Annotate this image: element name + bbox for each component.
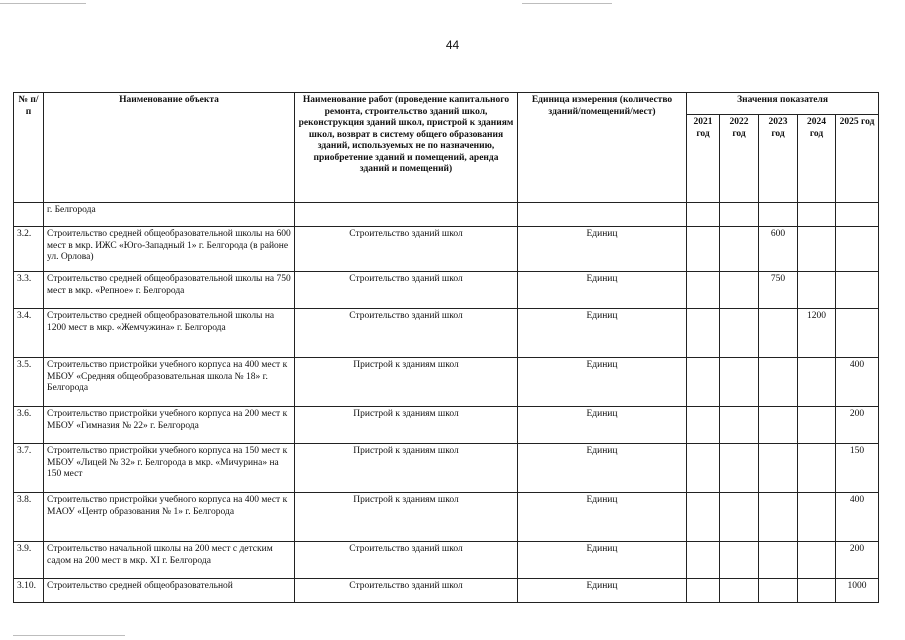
table-row [14,579,879,603]
row-value-2025 [836,227,879,272]
row-value-2022 [720,309,759,358]
row-value-2024 [798,579,836,603]
row-value-2025: 150 [836,444,879,493]
row-number: 3.2. [14,227,44,272]
row-unit: Единиц [518,272,687,309]
row-unit [518,203,687,227]
row-unit: Единиц [518,358,687,407]
table-header [14,93,879,203]
row-value-2025: 400 [836,493,879,542]
row-object-name: Строительство пристройки учебного корпуса на 400 мест к МБОУ «Средняя общеобразовательная школа № 18» г. Белгорода [44,358,295,407]
row-work-name: Пристрой к зданиям школ [295,493,518,542]
row-value-2023: 750 [759,272,798,309]
row-value-2022 [720,358,759,407]
row-object-name: Строительство средней общеобразовательной [44,579,295,603]
header-year: 2024 год [798,115,836,203]
row-number: 3.3. [14,272,44,309]
row-unit: Единиц [518,542,687,579]
row-object-name: Строительство средней общеобразовательной школы на 600 мест в мкр. ИЖС «Юго-Западный 1» г. Белгорода (в районе ул. Орлова) [44,227,295,272]
row-value-2024 [798,542,836,579]
row-work-name: Строительство зданий школ [295,227,518,272]
row-work-name: Пристрой к зданиям школ [295,358,518,407]
row-unit: Единиц [518,309,687,358]
row-value-2021 [687,542,720,579]
row-value-2023 [759,407,798,444]
row-unit: Единиц [518,579,687,603]
row-object-name: Строительство пристройки учебного корпуса на 150 мест к МБОУ «Лицей № 32» г. Белгорода в мкр. «Мичурина» на 150 мест [44,444,295,493]
row-work-name: Строительство зданий школ [295,272,518,309]
row-unit: Единиц [518,227,687,272]
header-unit: Единица измерения (количество зданий/помещений/мест) [518,93,687,203]
row-number: 3.9. [14,542,44,579]
row-number: 3.5. [14,358,44,407]
row-value-2022 [720,542,759,579]
row-work-name: Пристрой к зданиям школ [295,407,518,444]
row-unit: Единиц [518,407,687,444]
row-value-2021 [687,227,720,272]
row-value-2022 [720,272,759,309]
header-year: 2022 год [720,115,759,203]
row-value-2023 [759,542,798,579]
row-work-name: Строительство зданий школ [295,309,518,358]
header-year: 2025 год [836,115,879,203]
header-work-name: Наименование работ (проведение капитального ремонта, строительство зданий школ, реконструкция зданий школ, пристрой к зданиям школ, возврат в систему общего образования зданий, используемых не по назначению, приобретение зданий и помещений, аренда зданий и помещений) [295,93,518,203]
row-value-2024 [798,358,836,407]
table-row [14,309,879,358]
row-value-2024 [798,272,836,309]
row-value-2021 [687,272,720,309]
header-year: 2023 год [759,115,798,203]
row-value-2024: 1200 [798,309,836,358]
row-value-2021 [687,407,720,444]
row-value-2023: 600 [759,227,798,272]
row-value-2021 [687,203,720,227]
table-row [14,407,879,444]
row-value-2024 [798,227,836,272]
row-value-2021 [687,493,720,542]
header-values-group: Значения показателя [687,93,879,115]
row-object-name: Строительство пристройки учебного корпуса на 200 мест к МБОУ «Гимназия № 22» г. Белгорода [44,407,295,444]
top-left-edge-line [0,3,86,4]
row-value-2025: 200 [836,542,879,579]
row-value-2024 [798,203,836,227]
row-value-2023 [759,309,798,358]
top-right-edge-line [522,3,612,4]
row-value-2023 [759,203,798,227]
row-value-2024 [798,407,836,444]
row-object-name: Строительство средней общеобразовательной школы на 750 мест в мкр. «Репное» г. Белгорода [44,272,295,309]
row-value-2025 [836,272,879,309]
row-object-name: Строительство начальной школы на 200 мест с детским садом на 200 мест в мкр. XI г. Белгорода [44,542,295,579]
row-value-2025 [836,309,879,358]
indicators-table [13,92,879,603]
header-object-name: Наименование объекта [44,93,295,203]
row-number: 3.7. [14,444,44,493]
row-value-2023 [759,358,798,407]
row-value-2021 [687,309,720,358]
row-work-name: Строительство зданий школ [295,579,518,603]
table-row [14,227,879,272]
table-body [14,203,879,603]
row-value-2023 [759,579,798,603]
header-num: № п/п [14,93,44,203]
row-unit: Единиц [518,444,687,493]
row-number: 3.4. [14,309,44,358]
row-number [14,203,44,227]
row-value-2023 [759,444,798,493]
row-value-2021 [687,358,720,407]
row-value-2022 [720,493,759,542]
page-number: 44 [445,38,460,52]
table-row [14,493,879,542]
header-year: 2021 год [687,115,720,203]
row-object-name: г. Белгорода [44,203,295,227]
table-row [14,542,879,579]
table-row [14,203,879,227]
row-number: 3.10. [14,579,44,603]
table-row [14,272,879,309]
row-value-2025: 1000 [836,579,879,603]
row-value-2024 [798,444,836,493]
row-value-2022 [720,227,759,272]
row-work-name [295,203,518,227]
row-value-2022 [720,407,759,444]
table-row [14,444,879,493]
row-unit: Единиц [518,493,687,542]
row-number: 3.8. [14,493,44,542]
row-value-2021 [687,579,720,603]
row-number: 3.6. [14,407,44,444]
row-value-2025 [836,203,879,227]
row-value-2024 [798,493,836,542]
row-value-2022 [720,444,759,493]
row-object-name: Строительство средней общеобразовательной школы на 1200 мест в мкр. «Жемчужина» г. Белгорода [44,309,295,358]
row-value-2025: 200 [836,407,879,444]
row-value-2022 [720,203,759,227]
row-work-name: Пристрой к зданиям школ [295,444,518,493]
row-value-2023 [759,493,798,542]
row-work-name: Строительство зданий школ [295,542,518,579]
row-object-name: Строительство пристройки учебного корпуса на 400 мест к МАОУ «Центр образования № 1» г. Белгорода [44,493,295,542]
bottom-edge-line [13,635,125,636]
row-value-2021 [687,444,720,493]
table-row [14,358,879,407]
row-value-2025: 400 [836,358,879,407]
row-value-2022 [720,579,759,603]
